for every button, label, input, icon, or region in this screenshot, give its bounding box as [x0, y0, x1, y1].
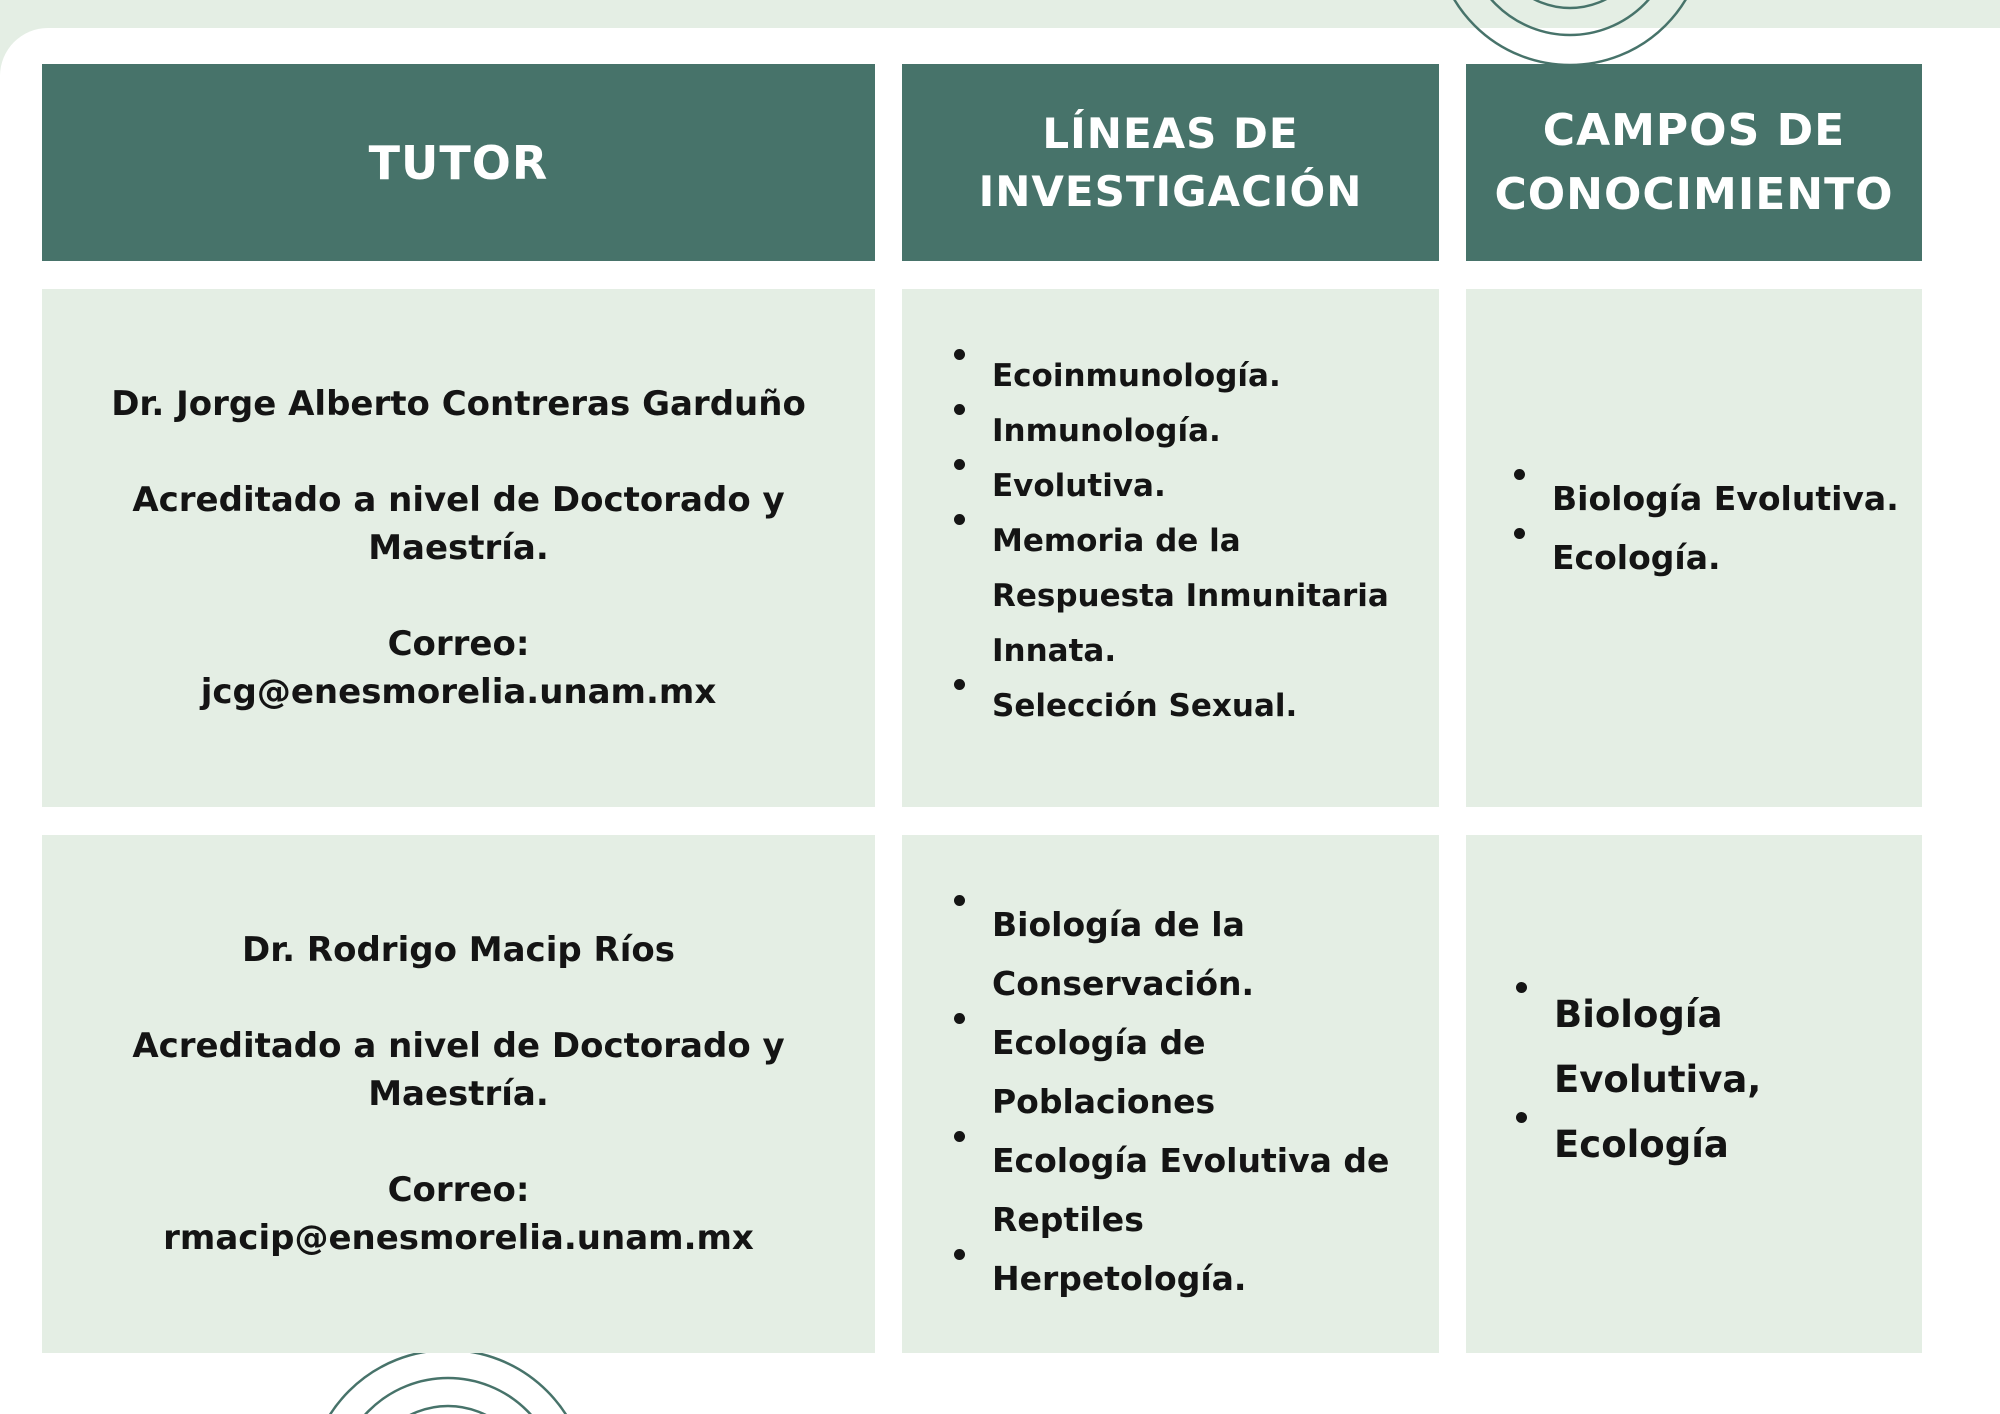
- list-item: Ecología Evolutiva de Reptiles: [942, 1131, 1429, 1249]
- email-label: Correo:: [387, 624, 530, 664]
- accreditation-text-line1: Acreditado a nivel de Doctorado y: [132, 1026, 785, 1066]
- email-address: rmacip@enesmorelia.unam.mx: [163, 1218, 754, 1258]
- header-campos-de-conocimiento: [1466, 64, 1922, 261]
- list-item: Biología Evolutiva.: [1502, 469, 1899, 528]
- accreditation-text-line2: Maestría.: [368, 1074, 549, 1114]
- tutor-cell-row-2: [42, 835, 875, 1353]
- campos-cell-row-1: [1466, 289, 1922, 807]
- list-item: Ecología.: [1502, 528, 1899, 587]
- header-lineas-line2: INVESTIGACIÓN: [978, 166, 1363, 216]
- accreditation-text-line2: Maestría.: [368, 528, 549, 568]
- list-item: Selección Sexual.: [942, 679, 1429, 734]
- list-item: Biología de la Conservación.: [942, 895, 1429, 1013]
- lineas-list: [942, 349, 1429, 734]
- list-item: Inmunología.: [942, 404, 1429, 459]
- lineas-cell-row-1: [902, 289, 1439, 807]
- list-item: Ecología: [1504, 1112, 1761, 1177]
- list-item: Biología Evolutiva,: [1504, 982, 1761, 1112]
- list-item: Ecoinmunología.: [942, 349, 1429, 404]
- campos-list: [1504, 982, 1761, 1177]
- lineas-list: [942, 895, 1429, 1308]
- email-label: Correo:: [387, 1170, 530, 1210]
- header-tutor-label: TUTOR: [368, 135, 549, 190]
- header-tutor: [42, 64, 875, 261]
- tutor-name: Dr. Jorge Alberto Contreras Garduño: [111, 384, 806, 424]
- list-item: Evolutiva.: [942, 459, 1429, 514]
- header-campos-line2: CONOCIMIENTO: [1494, 168, 1894, 220]
- header-campos-line1: CAMPOS DE: [1542, 104, 1846, 156]
- header-lineas-de-investigacion: [902, 64, 1439, 261]
- lineas-cell-row-2: [902, 835, 1439, 1353]
- campos-cell-row-2: [1466, 835, 1922, 1353]
- email-address: jcg@enesmorelia.unam.mx: [200, 672, 717, 712]
- accreditation-text-line1: Acreditado a nivel de Doctorado y: [132, 480, 785, 520]
- campos-list: [1502, 469, 1899, 587]
- list-item: Ecología de Poblaciones: [942, 1013, 1429, 1131]
- list-item: Memoria de la Respuesta Inmunitaria Innata.: [942, 514, 1429, 679]
- tutor-name: Dr. Rodrigo Macip Ríos: [242, 930, 675, 970]
- list-item: Herpetología.: [942, 1249, 1429, 1308]
- header-lineas-line1: LÍNEAS DE: [1042, 108, 1299, 158]
- tutor-cell-row-1: [42, 289, 875, 807]
